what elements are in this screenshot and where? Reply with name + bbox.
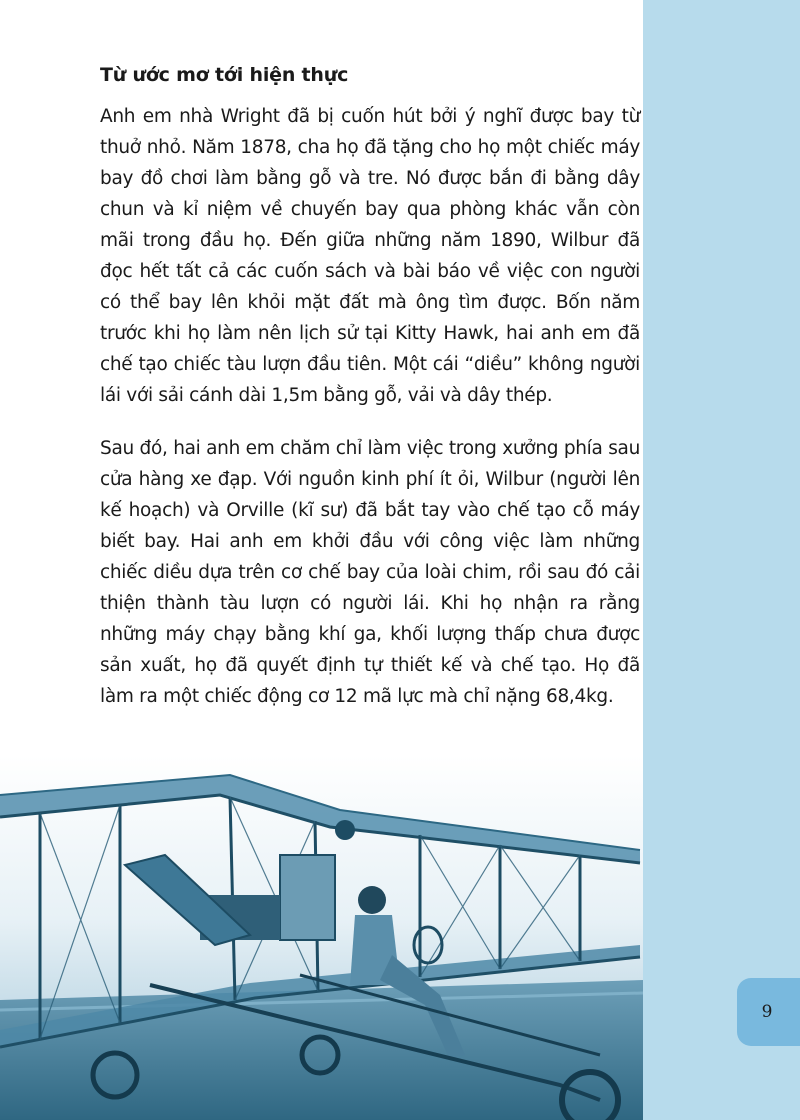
paragraph-1: Anh em nhà Wright đã bị cuốn hút bởi ý nghĩ được bay từ thuở nhỏ. Năm 1878, cha họ đã tặng cho họ một chiếc máy bay đồ chơi làm bằng gỗ và tre. Nó được bắn đi bằng dây chun và kỉ niệm về chuyến bay qua phòng khác vẫn còn mãi trong đầu họ. Đến giữa những năm 1890, Wilbur đã đọc hết tất cả các cuốn sách và bài báo về việc con người có thể bay lên khỏi mặt đất mà ông tìm được. Bốn năm trước khi họ làm nên lịch sử tại Kitty Hawk, hai anh em đã chế tạo chiếc tàu lượn đầu tiên. Một cái “diều” không người lái với sải cánh dài 1,5m bằng gỗ, vải và dây thép. (100, 106, 640, 406)
section-heading: Từ ước mơ tới hiện thực (100, 64, 349, 86)
article (100, 64, 640, 734)
page-number: 9 (761, 1002, 773, 1022)
page-number-tab (737, 978, 800, 1046)
biplane-photo (0, 755, 643, 1120)
paragraph-2: Sau đó, hai anh em chăm chỉ làm việc trong xưởng phía sau cửa hàng xe đạp. Với nguồn kinh phí ít ỏi, Wilbur (người lên kế hoạch) và Orville (kĩ sư) đã bắt tay vào chế tạo cỗ máy biết bay. Hai anh em khởi đầu với công việc làm những chiếc diều dựa trên cơ chế bay của loài chim, rồi sau đó cải thiện thành tàu lượn có người lái. Khi họ nhận ra rằng những máy chạy bằng khí ga, khối lượng thấp chưa được sản xuất, họ đã quyết định tự thiết kế và chế tạo. Họ đã làm ra một chiếc động cơ 12 mã lực mà chỉ nặng 68,4kg. (100, 438, 640, 707)
side-color-band (643, 0, 800, 1120)
